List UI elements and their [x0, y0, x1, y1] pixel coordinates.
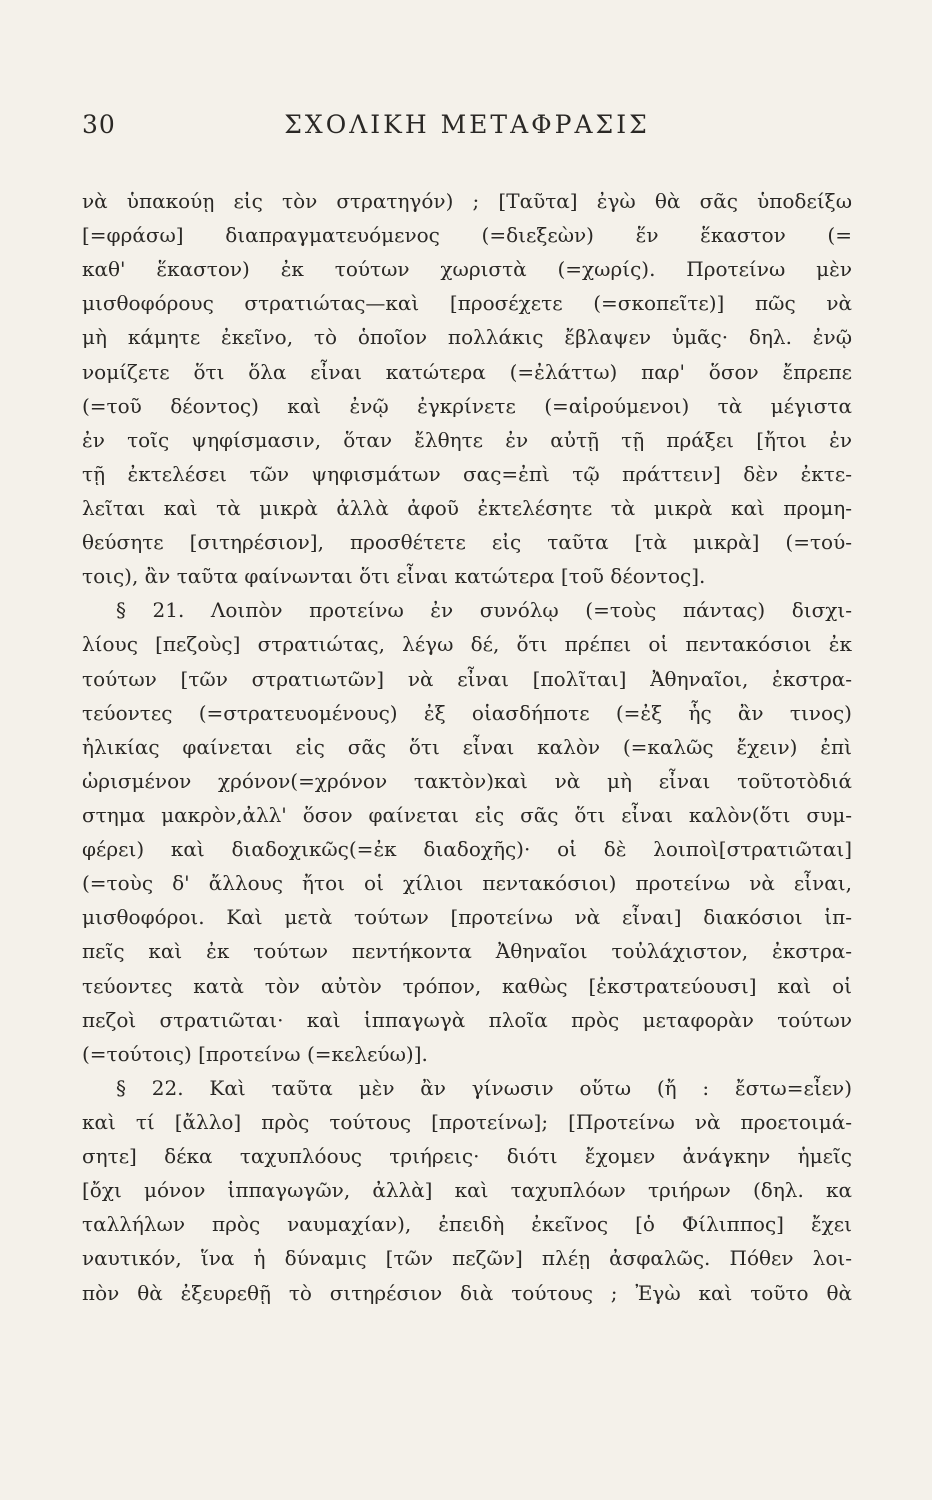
text-line: (=τοὺς δ' ἄλλους ἤτοι οἱ χίλιοι πεντακόσιοι) προτείνω νὰ εἶναι,: [82, 871, 852, 896]
text-line: λίους [πεζοὺς] στρατιώτας, λέγω δέ, ὅτι πρέπει οἱ πεντακόσιοι ἐκ: [82, 632, 852, 657]
text-line: μισθοφόροι. Καὶ μετὰ τούτων [προτείνω νὰ εἶναι] διακόσιοι ἱπ-: [82, 905, 852, 930]
text-line: στημα μακρὸν,ἀλλ' ὅσον φαίνεται εἰς σᾶς ὅτι εἶναι καλὸν(ὅτι συμ-: [82, 802, 852, 827]
text-line: τοις), ἂν ταῦτα φαίνωνται ὅτι εἶναι κατώτερα [τοῦ δέοντος].: [82, 564, 706, 589]
text-line: ναυτικόν, ἵνα ἡ δύναμις [τῶν πεζῶν] πλέῃ ἀσφαλῶς. Πόθεν λοι-: [82, 1246, 852, 1271]
running-title: ΣΧΟΛΙΚΗ ΜΕΤΑΦΡΑΣΙΣ: [284, 110, 650, 139]
text-line: (=τοῦ δέοντος) καὶ ἐνῷ ἐγκρίνετε (=αἱρούμενοι) τὰ μέγιστα: [82, 393, 852, 418]
text-line: καὶ τί [ἄλλο] πρὸς τούτους [προτείνω]; [Προτείνω νὰ προετοιμά-: [82, 1109, 852, 1134]
text-line: πὸν θὰ ἐξευρεθῇ τὸ σιτηρέσιον διὰ τούτους ; Ἐγὼ καὶ τοῦτο θὰ: [82, 1280, 852, 1305]
text-line: λεῖται καὶ τὰ μικρὰ ἀλλὰ ἀφοῦ ἐκτελέσητε τὰ μικρὰ καὶ προμη-: [82, 495, 852, 520]
text-line: σητε] δέκα ταχυπλόους τριήρεις· διότι ἔχομεν ἀνάγκην ἡμεῖς: [82, 1144, 852, 1169]
text-line: ἡλικίας φαίνεται εἰς σᾶς ὅτι εἶναι καλὸν (=καλῶς ἔχειν) ἐπὶ: [82, 734, 852, 759]
body-text: [82, 184, 852, 1310]
text-line: μὴ κάμητε ἐκεῖνο, τὸ ὁποῖον πολλάκις ἔβλαψεν ὑμᾶς· δηλ. ἐνῷ: [82, 325, 852, 350]
text-line: μισθοφόρους στρατιώτας—καὶ [προσέχετε (=σκοπεῖτε)] πῶς νὰ: [82, 291, 852, 316]
text-line: § 22. Καὶ ταῦτα μὲν ἂν γίνωσιν οὕτω (ἤ : ἔστω=εἶεν): [116, 1075, 852, 1100]
text-line: ὡρισμένον χρόνον(=χρόνον τακτὸν)καὶ νὰ μὴ εἶναι τοῦτοτὸδιά: [82, 768, 852, 793]
text-line: θεύσητε [σιτηρέσιον], προσθέτετε εἰς ταῦτα [τὰ μικρὰ] (=τού-: [82, 530, 852, 555]
text-line: φέρει) καὶ διαδοχικῶς(=ἐκ διαδοχῆς)· οἱ δὲ λοιποὶ[στρατιῶται]: [82, 837, 852, 862]
text-line: πεῖς καὶ ἐκ τούτων πεντήκοντα Ἀθηναῖοι τοὐλάχιστον, ἐκστρα-: [82, 939, 852, 964]
text-line: [ὄχι μόνον ἱππαγωγῶν, ἀλλὰ] καὶ ταχυπλόων τριήρων (δηλ. κα: [82, 1178, 852, 1203]
text-line: (=τούτοις) [προτείνω (=κελεύω)].: [82, 1041, 428, 1066]
page-header: [82, 110, 852, 150]
text-line: τεύοντες κατὰ τὸν αὐτὸν τρόπον, καθὼς [ἐκστρατεύουσι] καὶ οἱ: [82, 973, 852, 998]
text-line: [=φράσω] διαπραγματευόμενος (=διεξεὼν) ἕν ἕκαστον (=: [82, 223, 852, 248]
text-line: § 21. Λοιπὸν προτείνω ἐν συνόλῳ (=τοὺς πάντας) δισχι-: [116, 598, 852, 623]
text-line: τεύοντες (=στρατευομένους) ἐξ οἱασδήποτε (=ἐξ ἧς ἂν τινος): [82, 700, 852, 725]
text-line: ἐν τοῖς ψηφίσμασιν, ὅταν ἔλθητε ἐν αὐτῇ τῇ πράξει [ἤτοι ἐν: [82, 427, 852, 452]
text-line: πεζοὶ στρατιῶται· καὶ ἱππαγωγὰ πλοῖα πρὸς μεταφορὰν τούτων: [82, 1007, 852, 1032]
page-number: 30: [82, 110, 116, 139]
text-line: τῇ ἐκτελέσει τῶν ψηφισμάτων σας=ἐπὶ τῷ πράττειν] δὲν ἐκτε-: [82, 461, 852, 486]
text-line: τούτων [τῶν στρατιωτῶν] νὰ εἶναι [πολῖται] Ἀθηναῖοι, ἐκστρα-: [82, 666, 852, 691]
text-line: νὰ ὑπακούῃ εἰς τὸν στρατηγόν) ; [Ταῦτα] ἐγὼ θὰ σᾶς ὑποδείξω: [82, 189, 852, 213]
text-line: καθ' ἕκαστον) ἐκ τούτων χωριστὰ (=χωρίς). Προτείνω μὲν: [82, 257, 852, 282]
text-line: ταλλήλων πρὸς ναυμαχίαν), ἐπειδὴ ἐκεῖνος [ὁ Φίλιππος] ἔχει: [82, 1212, 852, 1237]
text-line: νομίζετε ὅτι ὅλα εἶναι κατώτερα (=ἐλάττω) παρ' ὅσον ἔπρεπε: [82, 359, 852, 384]
